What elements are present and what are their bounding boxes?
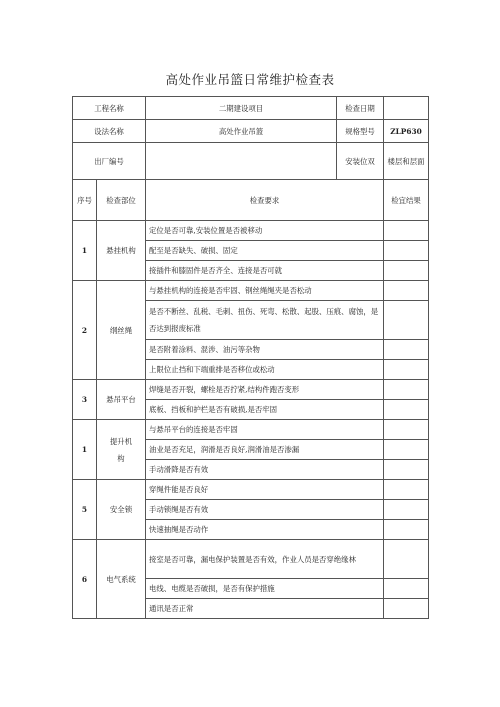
result-cell[interactable] [384, 380, 429, 400]
col-no: 序号 [73, 180, 97, 221]
section-number: 3 [73, 380, 97, 420]
col-requirement: 检查要求 [146, 180, 384, 221]
result-cell[interactable] [384, 241, 429, 261]
section-part: 安全锁 [97, 480, 146, 540]
result-cell[interactable] [384, 360, 429, 380]
factory-row [73, 143, 429, 180]
section-number: 2 [73, 281, 97, 380]
inspection-table [72, 96, 429, 619]
requirement-item: 定位是否可靠,安装位置是否被移动 [146, 221, 384, 241]
col-result: 检宜结果 [384, 180, 429, 221]
requirement-item: 接室是否可靠，漏电保护装置是否有效，作业人员是否穿绝缘林 [146, 540, 384, 579]
requirement-item: 与悬挂机构的连接是否牢固、钢丝绳绳夹是否松动 [146, 281, 384, 301]
requirement-item: 电线、电缆是否破损，是否有保护措施 [146, 579, 384, 599]
result-cell[interactable] [384, 261, 429, 281]
requirement-item: 穿绳件能是否良好 [146, 480, 384, 500]
section-part: 悬挂机构 [97, 221, 146, 281]
equipment-name-label: 设法名称 [73, 120, 146, 143]
requirement-item: 底板、挡板和护栏是否有破损,是否牢固 [146, 400, 384, 420]
result-cell[interactable] [384, 540, 429, 579]
section-number: 6 [73, 540, 97, 619]
inspect-date-value [384, 97, 429, 120]
requirement-item: 上限位止挡和下端重排是否移位或松动 [146, 360, 384, 380]
result-cell[interactable] [384, 301, 429, 340]
section-number: 1 [73, 420, 97, 480]
section-part: 纲丝绳 [97, 281, 146, 380]
result-cell[interactable] [384, 281, 429, 301]
requirement-item: 油业是否充足，润滑是否良好,润滑油是否渗漏 [146, 440, 384, 460]
section-part: 电气系统 [97, 540, 146, 619]
requirement-item: 配至是否缺失、破损、固定 [146, 241, 384, 261]
requirement-item: 是否不断丝、乱税、毛刺、扭伤、死弯、松散、起股、压痕、腐蚀，是否达到报废标准 [146, 301, 384, 340]
requirement-item: 是否附着涂料、混涉、油污等杂物 [146, 340, 384, 360]
factory-no-label: 出厂编号 [73, 143, 146, 180]
result-cell[interactable] [384, 420, 429, 440]
model-value: ZLP630 [384, 120, 429, 143]
table-row [73, 540, 429, 579]
requirement-item: 快速抽绳是否动作 [146, 520, 384, 540]
requirement-item: 焊缝是否开裂，螺栓是否拧紧,结构件跑否变形 [146, 380, 384, 400]
table-row [73, 420, 429, 440]
model-label: 规格型号 [337, 120, 384, 143]
requirement-item: 通讯是否正常 [146, 599, 384, 619]
factory-no-value [146, 143, 337, 180]
requirement-item: 手动滑降是否有效 [146, 460, 384, 480]
result-cell[interactable] [384, 500, 429, 520]
project-row [73, 97, 429, 120]
result-cell[interactable] [384, 579, 429, 599]
install-pos-label: 安装位双 [337, 143, 384, 180]
result-cell[interactable] [384, 340, 429, 360]
section-number: 1 [73, 221, 97, 281]
requirement-item: 手动锁绳是否有效 [146, 500, 384, 520]
result-cell[interactable] [384, 599, 429, 619]
requirement-item: 接插件和膝固件是否齐全、连接是否可就 [146, 261, 384, 281]
column-header-row [73, 180, 429, 221]
section-number: 5 [73, 480, 97, 540]
equipment-row [73, 120, 429, 143]
requirement-item: 与悬吊平台的连接是否牢固 [146, 420, 384, 440]
section-part: 提升机构 [97, 420, 146, 480]
project-name-value: 二期建设项目 [146, 97, 337, 120]
result-cell[interactable] [384, 460, 429, 480]
equipment-name-value: 高处作业吊篮 [146, 120, 337, 143]
table-row [73, 480, 429, 500]
table-row [73, 281, 429, 301]
floor-label: 楼层和层面 [384, 143, 429, 180]
section-part: 悬吊平台 [97, 380, 146, 420]
table-row [73, 380, 429, 400]
inspect-date-label: 检查日期 [337, 97, 384, 120]
table-row [73, 221, 429, 241]
result-cell[interactable] [384, 480, 429, 500]
result-cell[interactable] [384, 221, 429, 241]
result-cell[interactable] [384, 400, 429, 420]
col-part: 检查部位 [97, 180, 146, 221]
page-title: 高处作业吊篮日常维护检查表 [165, 72, 335, 87]
result-cell[interactable] [384, 520, 429, 540]
project-name-label: 工程名称 [73, 97, 146, 120]
result-cell[interactable] [384, 440, 429, 460]
